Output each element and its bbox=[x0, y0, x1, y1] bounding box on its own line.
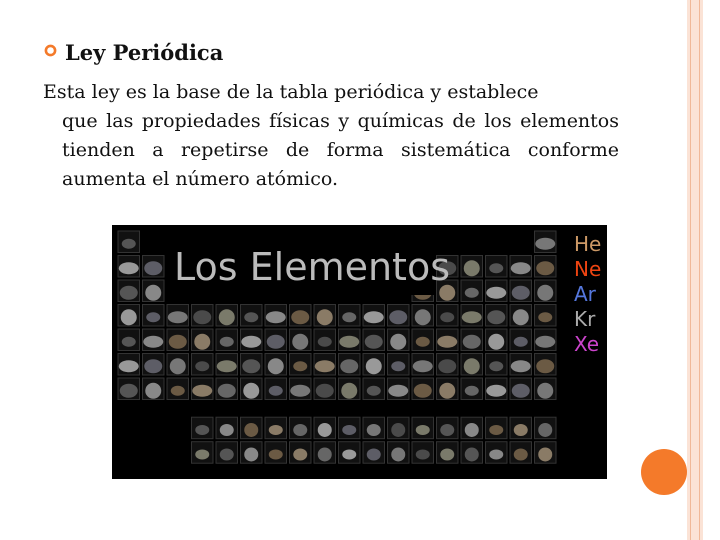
element-sample bbox=[144, 359, 162, 373]
element-sample bbox=[342, 449, 356, 459]
element-sample bbox=[413, 360, 433, 372]
element-sample bbox=[440, 448, 454, 460]
element-sample bbox=[144, 261, 162, 275]
element-sample bbox=[217, 360, 237, 372]
element-sample bbox=[366, 358, 382, 374]
element-sample bbox=[244, 423, 258, 437]
element-sample bbox=[267, 335, 285, 349]
element-sample bbox=[367, 386, 381, 396]
element-sample bbox=[269, 425, 283, 435]
element-sample bbox=[464, 260, 480, 276]
element-sample bbox=[342, 312, 356, 322]
noble-gas-symbol: Xe bbox=[574, 332, 600, 356]
element-sample bbox=[486, 287, 506, 299]
element-sample bbox=[538, 312, 552, 322]
element-sample bbox=[342, 425, 356, 435]
paragraph-rest: que las propiedades físicas y químicas de los elementos tienden a repetirse de forma sistemática conforme aumenta el número atómico. bbox=[62, 110, 619, 190]
element-sample bbox=[243, 383, 259, 399]
element-sample bbox=[512, 384, 530, 398]
element-sample bbox=[244, 447, 258, 461]
element-sample bbox=[195, 449, 209, 459]
element-sample bbox=[416, 337, 430, 347]
element-sample bbox=[537, 383, 553, 399]
element-sample bbox=[536, 359, 554, 373]
element-sample bbox=[241, 336, 261, 348]
element-sample bbox=[440, 312, 454, 322]
decorative-stripe bbox=[690, 0, 691, 540]
element-sample bbox=[171, 386, 185, 396]
decorative-stripe bbox=[699, 0, 700, 540]
element-sample bbox=[489, 425, 503, 435]
element-sample bbox=[440, 424, 454, 436]
element-sample bbox=[535, 336, 555, 348]
bullet-icon bbox=[44, 44, 57, 57]
element-sample bbox=[220, 337, 234, 347]
element-sample bbox=[269, 449, 283, 459]
element-sample bbox=[293, 424, 307, 436]
slide-paragraph bbox=[43, 78, 619, 194]
element-sample bbox=[119, 360, 139, 372]
element-sample bbox=[367, 448, 381, 460]
element-sample bbox=[514, 424, 528, 436]
slide-heading: Ley Periódica bbox=[65, 40, 224, 65]
element-sample bbox=[341, 383, 357, 399]
element-sample bbox=[367, 424, 381, 436]
element-sample bbox=[291, 310, 309, 324]
decorative-circle bbox=[641, 449, 687, 495]
element-sample bbox=[121, 309, 137, 325]
element-sample bbox=[220, 448, 234, 460]
element-sample bbox=[538, 423, 552, 437]
element-sample bbox=[391, 361, 405, 371]
element-sample bbox=[293, 361, 307, 371]
element-sample bbox=[463, 335, 481, 349]
element-sample bbox=[266, 311, 286, 323]
element-sample bbox=[538, 447, 552, 461]
element-sample bbox=[364, 311, 384, 323]
element-sample bbox=[339, 336, 359, 348]
element-sample bbox=[169, 335, 187, 349]
element-sample bbox=[465, 288, 479, 298]
element-sample bbox=[318, 423, 332, 437]
noble-gas-symbol: Ne bbox=[574, 257, 602, 281]
element-sample bbox=[318, 337, 332, 347]
element-sample bbox=[537, 285, 553, 301]
element-sample bbox=[465, 423, 479, 437]
element-sample bbox=[218, 384, 236, 398]
element-sample bbox=[145, 285, 161, 301]
noble-gas-symbol: Kr bbox=[574, 307, 596, 331]
element-sample bbox=[437, 336, 457, 348]
element-sample bbox=[268, 358, 284, 374]
element-sample bbox=[511, 262, 531, 274]
element-sample bbox=[511, 360, 531, 372]
element-sample bbox=[414, 384, 432, 398]
paragraph-line-1: Esta ley es la base de la tabla periódica y establece bbox=[43, 81, 539, 103]
element-sample bbox=[465, 447, 479, 461]
element-sample bbox=[120, 384, 138, 398]
element-sample bbox=[465, 386, 479, 396]
element-sample bbox=[292, 334, 308, 350]
element-sample bbox=[242, 359, 260, 373]
element-sample bbox=[143, 336, 163, 348]
element-sample bbox=[535, 238, 555, 250]
element-sample bbox=[194, 334, 210, 350]
element-sample bbox=[269, 386, 283, 396]
element-sample bbox=[290, 385, 310, 397]
element-sample bbox=[168, 311, 188, 323]
element-sample bbox=[486, 385, 506, 397]
element-sample bbox=[390, 334, 406, 350]
element-sample bbox=[195, 361, 209, 371]
element-sample bbox=[487, 310, 505, 324]
element-sample bbox=[219, 309, 235, 325]
element-sample bbox=[318, 447, 332, 461]
element-sample bbox=[365, 335, 383, 349]
element-sample bbox=[145, 383, 161, 399]
element-sample bbox=[489, 449, 503, 459]
element-sample bbox=[388, 385, 408, 397]
element-sample bbox=[391, 423, 405, 437]
element-sample bbox=[462, 311, 482, 323]
noble-gas-symbol: He bbox=[574, 232, 602, 256]
element-sample bbox=[488, 334, 504, 350]
element-sample bbox=[120, 286, 138, 300]
element-sample bbox=[192, 385, 212, 397]
element-sample bbox=[317, 309, 333, 325]
element-sample bbox=[514, 448, 528, 460]
element-sample bbox=[170, 358, 186, 374]
element-sample bbox=[464, 358, 480, 374]
element-sample bbox=[195, 425, 209, 435]
element-sample bbox=[416, 425, 430, 435]
element-sample bbox=[244, 312, 258, 322]
element-sample bbox=[389, 310, 407, 324]
element-sample bbox=[119, 262, 139, 274]
element-sample bbox=[439, 383, 455, 399]
element-sample bbox=[514, 337, 528, 347]
element-sample bbox=[122, 239, 136, 249]
element-sample bbox=[220, 424, 234, 436]
element-sample bbox=[489, 263, 503, 273]
element-sample bbox=[536, 261, 554, 275]
image-title: Los Elementos bbox=[174, 245, 451, 289]
element-sample bbox=[315, 360, 335, 372]
periodic-table-image bbox=[112, 225, 607, 479]
noble-gas-symbol: Ar bbox=[574, 282, 596, 306]
element-sample bbox=[438, 359, 456, 373]
element-sample bbox=[415, 309, 431, 325]
element-sample bbox=[293, 448, 307, 460]
element-sample bbox=[122, 337, 136, 347]
element-sample bbox=[146, 312, 160, 322]
element-sample bbox=[416, 449, 430, 459]
element-sample bbox=[513, 309, 529, 325]
element-sample bbox=[340, 359, 358, 373]
element-sample bbox=[316, 384, 334, 398]
element-sample bbox=[512, 286, 530, 300]
element-sample bbox=[391, 447, 405, 461]
element-sample bbox=[489, 361, 503, 371]
element-sample bbox=[193, 310, 211, 324]
